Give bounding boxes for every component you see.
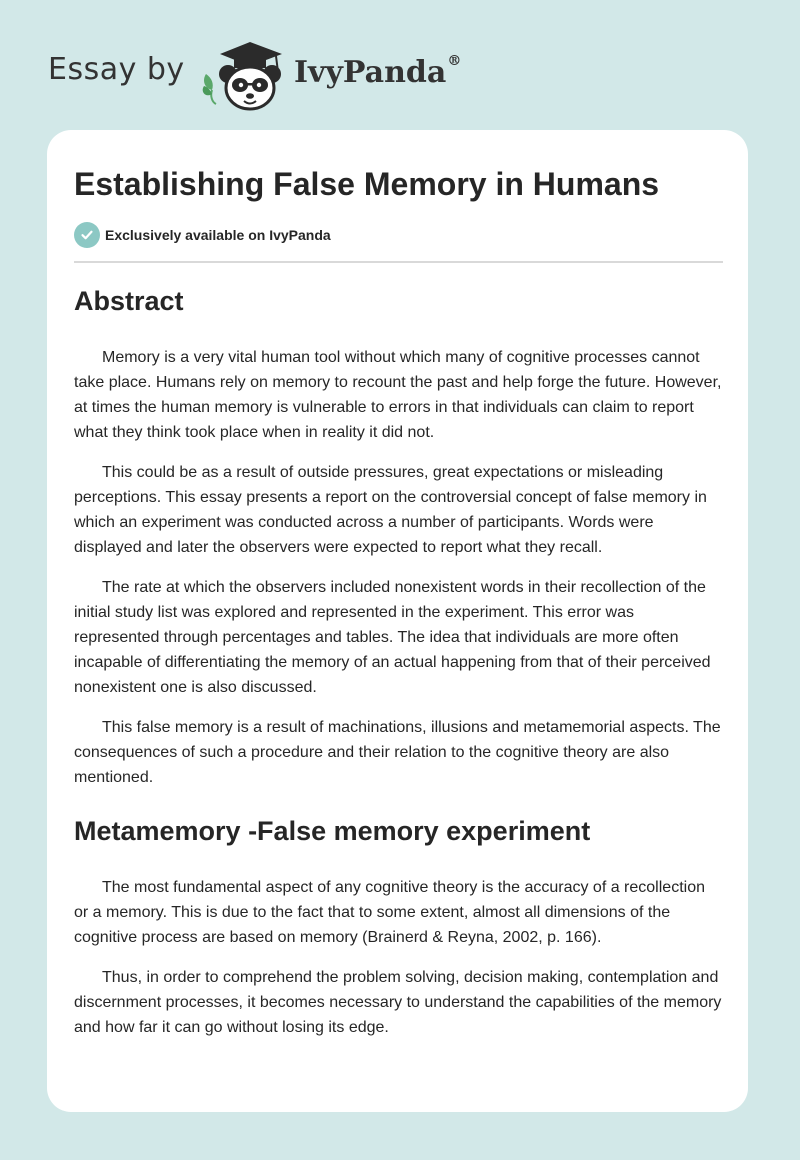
exclusive-badge (74, 222, 331, 248)
paragraph: The rate at which the observers included nonexistent words in their recollection of the initial study list was explored and represented in the experiment. This error was represented through percentages and tables. The idea that individuals are more often incapable of differentiating the memory of an actual happening from that of their perceived nonexistent one is also discussed. (74, 579, 711, 696)
registered-mark: ® (447, 53, 462, 69)
panda-graduate-icon[interactable] (200, 36, 290, 112)
paragraph: This could be as a result of outside pressures, great expectations or misleading perceptions. This essay presents a report on the controversial concept of false memory in which an experiment was conducted across a number of participants. Words were displayed and later the observers were expected to report what they recall. (74, 464, 707, 556)
paragraph: Memory is a very vital human tool without which many of cognitive processes cannot take place. Humans rely on memory to recount the past and help forge the future. However, at times the human memory is vulnerable to errors in that individuals can claim to report what they think took place when in reality it did not. (74, 349, 722, 441)
badge-text: Exclusively available on IvyPanda (105, 227, 331, 243)
section-heading-abstract: Abstract (74, 286, 184, 316)
paragraph: This false memory is a result of machinations, illusions and metamemorial aspects. The consequences of such a procedure and their relation to the cognitive theory are also mentioned. (74, 719, 721, 786)
page-title: Establishing False Memory in Humans (74, 166, 660, 202)
section-heading-metamemory: Metamemory -False memory experiment (74, 816, 591, 846)
essay-card (47, 130, 748, 1112)
essay-by-label: Essay by (48, 52, 185, 87)
divider (74, 261, 723, 263)
check-circle-icon (74, 222, 100, 248)
brand-label: IvyPanda (294, 55, 447, 90)
site-header (0, 0, 800, 120)
ivy-leaf-icon (203, 74, 216, 104)
paragraph: Thus, in order to comprehend the problem solving, decision making, contemplation and discernment processes, it becomes necessary to understand the capabilities of the memory and how far it can go without losing its edge. (74, 969, 722, 1036)
brand-name[interactable] (294, 55, 461, 90)
essay-content (74, 280, 723, 1040)
paragraph: The most fundamental aspect of any cognitive theory is the accuracy of a recollection or a memory. This is due to the fact that to some extent, almost all dimensions of the cognitive process are based on memory (Brainerd & Reyna, 2002, p. 166). (74, 879, 705, 946)
